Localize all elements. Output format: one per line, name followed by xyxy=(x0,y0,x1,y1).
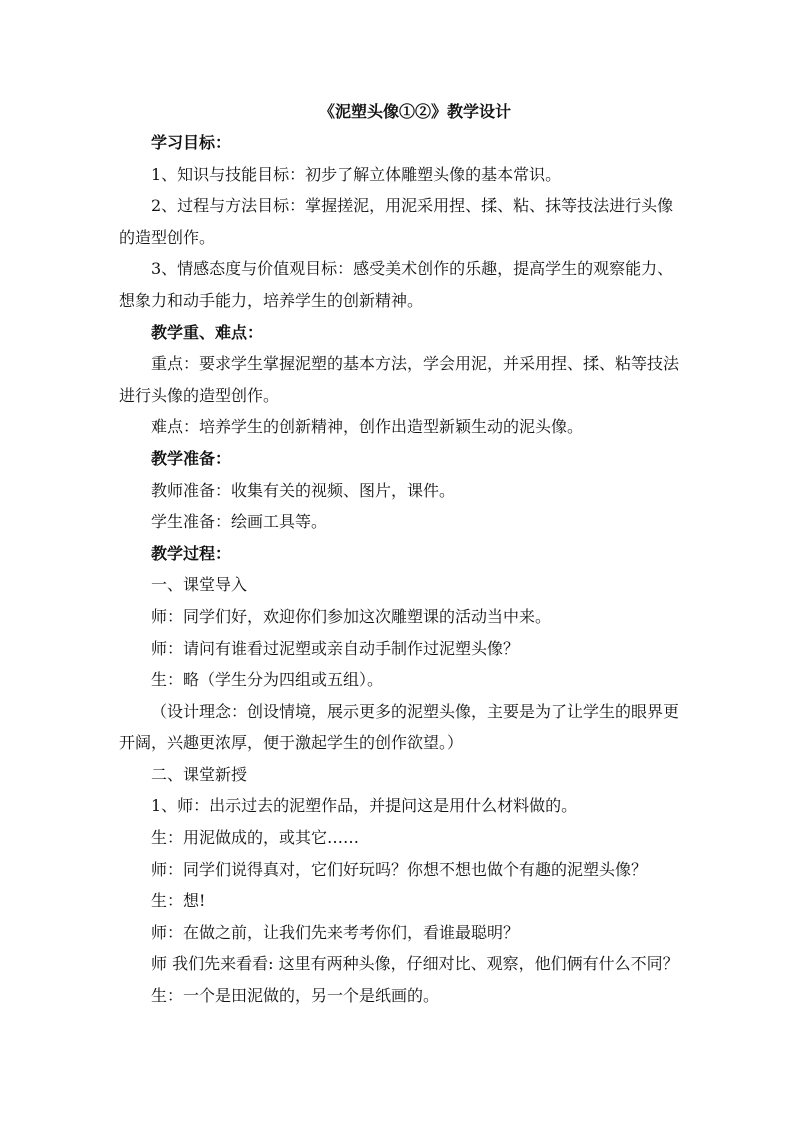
dialogue-line: 师 我们先来看看: 这里有两种头像，仔细对比、观察，他们俩有什么不同？ xyxy=(151,954,679,974)
paragraph-goal-emotion: 3、情感态度与价值观目标：感受美术创作的乐趣，提高学生的观察能力、想象力和动手能力，培养学生的创新精神。 xyxy=(119,259,674,310)
dialogue-line: 生：略（学生分为四组或五组）。 xyxy=(151,670,384,690)
dialogue-line: 师：请问有谁看过泥塑或亲自动手制作过泥塑头像？ xyxy=(151,638,520,658)
document-title: 《泥塑头像①②》教学设计 xyxy=(318,102,511,121)
section-introduction: 一、课堂导入 xyxy=(151,575,248,595)
dialogue-line: 师：同学们说得真对，它们好玩吗？你想不想也做个有趣的泥塑头像？ xyxy=(151,859,648,879)
dialogue-line: 生：想! xyxy=(151,891,206,911)
paragraph-key-point: 重点：要求学生掌握泥塑的基本方法，学会用泥，并采用捏、揉、粘等技法进行头像的造型创作。 xyxy=(119,354,680,405)
heading-key-points: 教学重、难点： xyxy=(151,322,264,342)
document-body xyxy=(119,127,679,1012)
heading-preparation: 教学准备： xyxy=(151,448,232,468)
dialogue-line: 师：在做之前，让我们先来考考你们，看谁最聪明？ xyxy=(151,922,520,942)
paragraph-goal-process: 2、过程与方法目标：掌握搓泥，用泥采用捏、揉、粘、抹等技法进行头像的造型创作。 xyxy=(119,196,674,247)
paragraph-teacher-prep: 教师准备：收集有关的视频、图片，课件。 xyxy=(151,480,456,500)
heading-teaching-process: 教学过程： xyxy=(151,543,232,563)
dialogue-line: 生：一个是田泥做的，另一个是纸画的。 xyxy=(151,986,440,1006)
dialogue-line: 1、师：出示过去的泥塑作品，并提问这是用什么材料做的。 xyxy=(151,796,578,816)
dialogue-line: 师：同学们好，欢迎你们参加这次雕塑课的活动当中来。 xyxy=(151,606,552,626)
paragraph-design-concept: （设计理念：创设情境，展示更多的泥塑头像，主要是为了让学生的眼界更开阔，兴趣更浓厚，便于激起学生的创作欲望。） xyxy=(119,701,680,753)
paragraph-student-prep: 学生准备：绘画工具等。 xyxy=(151,512,328,532)
paragraph-difficulty: 难点：培养学生的创新精神，创作出造型新颖生动的泥头像。 xyxy=(151,417,584,437)
section-new-lesson: 二、课堂新授 xyxy=(151,764,248,784)
heading-learning-goals: 学习目标： xyxy=(151,133,232,152)
paragraph-goal-knowledge: 1、知识与技能目标：初步了解立体雕塑头像的基本常识。 xyxy=(151,164,562,184)
dialogue-line: 生：用泥做成的，或其它…… xyxy=(151,828,360,848)
